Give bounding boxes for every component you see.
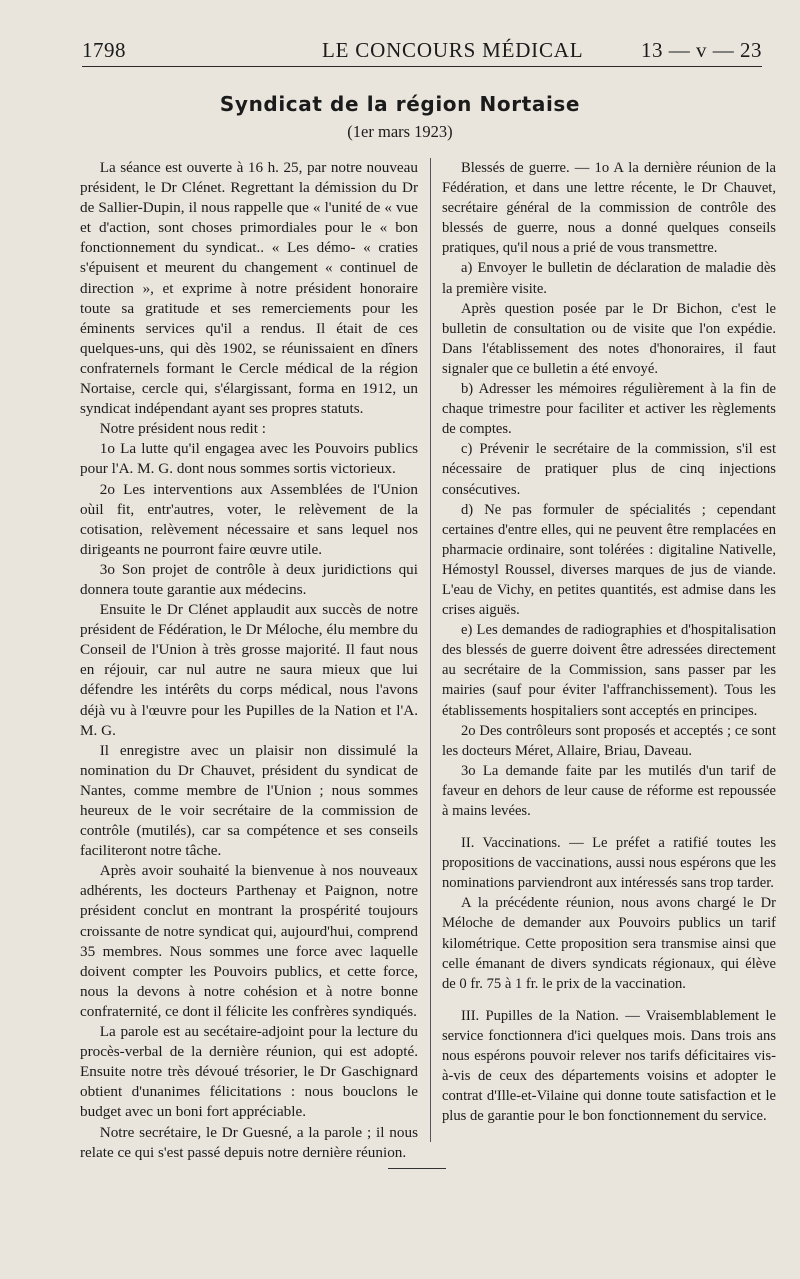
issue-date: 13 — v — 23 <box>641 38 762 62</box>
paragraph: d) Ne pas formuler de spécialités ; cependant certaines d'entre elles, qui ne peuvent être remplacées en pharmacie ordinaire, sont tolérées : digitaline Nativelle, Hémostyl Roussel, diverses marques de jus de viande. L'eau de Vichy, en petites quantités, est admise dans les crises aiguës. <box>442 501 776 619</box>
paragraph: II. Vaccinations. — Le préfet a ratifié toutes les propositions de vaccinations, aussi nous espérons que les nominations parviendront aux intéressés sans trop tarder. <box>442 835 776 892</box>
end-rule <box>388 1168 446 1169</box>
article-title: Syndicat de la région Nortaise <box>219 92 581 116</box>
header-rule <box>82 66 762 67</box>
paragraph: Après question posée par le Dr Bichon, c'est le bulletin de consultation ou de visite que l'on expédie. Dans l'établissement des notes d'honoraires, il faut signaler que ce bulletin a été envoyé. <box>442 300 776 377</box>
left-column <box>80 158 418 1163</box>
right-column <box>442 158 776 1126</box>
paragraph: 2o Les interventions aux Assemblées de l'Union oùil fit, entr'autres, voter, le relèvement de la cotisation, relèvement nécessaire et sans lequel nos dirigeants ne pourront faire œuvre utile. <box>80 480 418 558</box>
paragraph: Notre secrétaire, le Dr Guesné, a la parole ; il nous relate ce qui s'est passé depuis notre dernière réunion. <box>80 1123 418 1161</box>
paragraph: III. Pupilles de la Nation. — Vraisemblablement le service fonctionnera d'ici quelques mois. Dans trois ans nous espérons pouvoir relever nos tarifs déficitaires vis-à-vis de ceux des départements voisins et adopter le contrat d'Ille-et-Vilaine qui donne toute satisfaction et le plus de garantie pour le bon fonctionnement du service. <box>442 1007 776 1125</box>
paragraph: A la précédente réunion, nous avons chargé le Dr Méloche de demander aux Pouvoirs publics un tarif kilométrique. Cette proposition sera transmise ainsi que celle émanant de divers syndicats régionaux, qui élève de 0 fr. 75 à 1 fr. le prix de la vaccination. <box>442 895 776 992</box>
column-divider <box>430 158 431 1142</box>
paragraph: La parole est au secétaire-adjoint pour la lecture du procès-verbal de la dernière réunion, qui est adopté. Ensuite notre très dévoué trésorier, le Dr Gaschignard obtient d'unanimes félicitations : nous bouclons le budget avec un boni fort appréciable. <box>80 1023 418 1121</box>
article-date: (1er mars 1923) <box>347 122 453 141</box>
paragraph: 3o La demande faite par les mutilés d'un tarif de faveur en dehors de leur cause de réforme est repoussée à mains levées. <box>442 762 776 819</box>
paragraph: 2o Des contrôleurs sont proposés et acceptés ; ce sont les docteurs Méret, Allaire, Briau, Daveau. <box>442 722 776 759</box>
paragraph: 3o Son projet de contrôle à deux juridictions qui donnera toute garantie aux médecins. <box>80 560 418 598</box>
paragraph: Après avoir souhaité la bienvenue à nos nouveaux adhérents, les docteurs Parthenay et Paignon, notre président conclut en montrant la prospérité toujours croissante de notre syndicat qui, aujourd'hui, comprend 35 membres. Nous sommes une force avec laquelle doivent compter les Pouvoirs publics, et cette force, nous la devons à notre cohésion et à notre bonne confraternité, ce dont il félicite les confrères syndiqués. <box>80 862 418 1020</box>
paragraph: Notre président nous redit : <box>99 420 266 438</box>
paragraph: Il enregistre avec un plaisir non dissimulé la nomination du Dr Chauvet, président du syndicat de Nantes, comme membre de l'Union ; nous sommes heureux de le voir secrétaire de la commission de contrôle (mutilés), car sa compétence et ses conseils faciliteront notre tâche. <box>80 741 418 860</box>
paragraph: 1o La lutte qu'il engagea avec les Pouvoirs publics pour l'A. M. G. dont nous sommes sortis victorieux. <box>80 440 418 478</box>
paragraph: e) Les demandes de radiographies et d'hospitalisation des blessés de guerre doivent être adressées directement au secrétaire de la Commission, sans passer par les mairies (sauf pour éviter l'affranchissement). Tous les établissements hospitaliers sont acceptés en principes. <box>442 622 776 719</box>
paragraph: Blessés de guerre. — 1o A la dernière réunion de la Fédération, et dans une lettre récente, le Dr Chauvet, secrétaire général de la commission de contrôle des blessés de guerre, nous a donné quelques conseils pratiques, qu'il nous a prié de vous transmettre. <box>442 160 776 257</box>
paragraph: La séance est ouverte à 16 h. 25, par notre nouveau président, le Dr Clénet. Regrettant la démission du Dr de Sallier-Dupin, il nous rappelle que « l'unité de « vue et d'action, sont choses primordiales pour le « bon fonctionnement du syndicat.. « Les démo- « craties s'épuisent et meurent du changement « continuel de direction », et exprime à notre président honoraire toute sa gratitude et ses remerciements pour les éminents services qu'il a rendus. Il était de ces quelques-uns, qui dès 1902, se réunissaient en dîners confraternels formant le Cercle médical de la région Nortaise, cercle qui, s'élargissant, forma en 1912, un syndicat indépendant ayant ses propres statuts. <box>80 159 418 418</box>
paragraph: c) Prévenir le secrétaire de la commission, s'il est nécessaire de pratiquer plus de cinq injections consécutives. <box>442 441 776 498</box>
paragraph: a) Envoyer le bulletin de déclaration de maladie dès la première visite. <box>442 260 776 297</box>
running-head <box>82 38 762 68</box>
paragraph: Ensuite le Dr Clénet applaudit aux succès de notre président de Fédération, le Dr Méloche, élu membre du Conseil de l'Union à très grosse majorité. Il faut nous en réjouir, car nul autre ne saura mieux que lui défendre les intérêts du corps médical, nous l'avons déjà vu à l'œuvre pour les Pupilles de la Nation et l'A. M. G. <box>80 601 418 739</box>
page-number: 1798 <box>82 38 126 62</box>
paragraph: b) Adresser les mémoires régulièrement à la fin de chaque trimestre pour faciliter et activer les règlements de comptes. <box>442 381 776 438</box>
journal-title: LE CONCOURS MÉDICAL <box>322 38 584 62</box>
